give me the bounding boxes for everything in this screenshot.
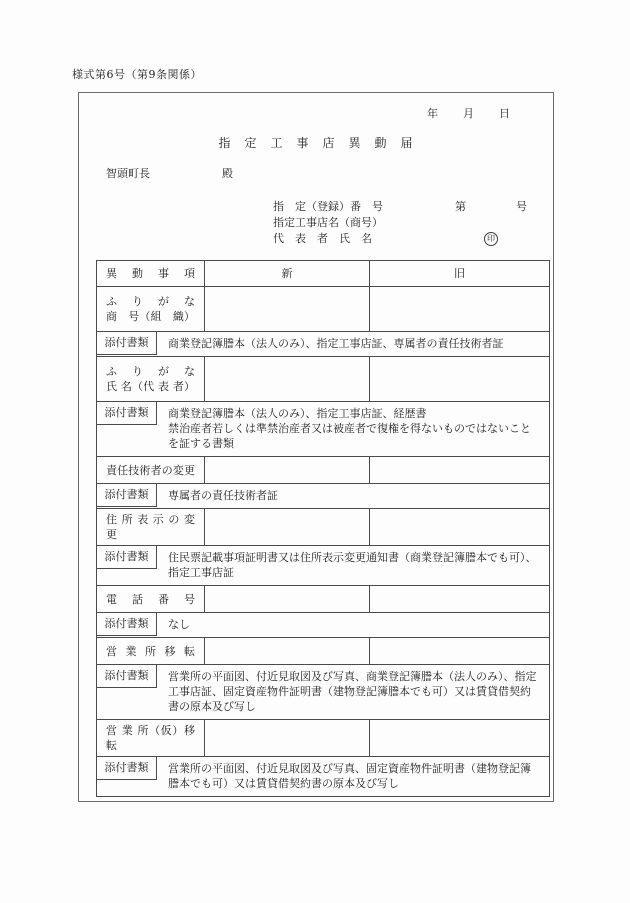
row-label: 責任技術者の変更: [97, 457, 205, 484]
new-value-cell: [205, 287, 370, 332]
representative-line: [273, 231, 535, 247]
addressee-row: [79, 166, 553, 181]
attachment-label: 添付書類: [97, 613, 157, 636]
registration-number-line: [273, 199, 535, 215]
table-header-row: [97, 261, 550, 287]
row-label: 電 話 番 号: [97, 586, 205, 613]
table-row-shop-name: [97, 287, 550, 332]
attachment-text: 営業所の平面図、付近見取図及び写真、商業登記簿謄本（法人のみ）、指定工事店証、固定資産物件証明書（建物登記簿謄本でも可）又は賃貸借契約書の原本及び写し: [168, 670, 537, 713]
form-outer-box: [78, 92, 554, 802]
old-value-cell: [370, 509, 550, 546]
form-number-label: 様式第6号（第9条関係）: [72, 68, 202, 81]
attachment-row: [97, 757, 550, 797]
attachment-cell: [97, 484, 550, 509]
new-value-cell: [205, 638, 370, 665]
column-header-item: 異 動 事 項: [97, 261, 205, 287]
registration-number-suffix: 号: [516, 200, 527, 213]
row-label: 営 業 所 移 転: [97, 638, 205, 665]
attachment-cell: [97, 332, 550, 357]
old-value-cell: [370, 720, 550, 757]
attachment-label: 添付書類: [97, 484, 157, 507]
column-header-new: 新: [205, 261, 370, 287]
new-value-cell: [205, 457, 370, 484]
shop-name-label: 指定工事店名（商号）: [273, 216, 383, 229]
attachment-row: [97, 332, 550, 357]
page-title: 指 定 工 事 店 異 動 届: [218, 136, 414, 150]
attachment-label: 添付書類: [97, 546, 157, 569]
addressee-name: 智頭町長: [106, 167, 150, 180]
attachment-cell: [97, 757, 550, 797]
table-row-phone-number: [97, 586, 550, 613]
seal-icon: 印: [484, 232, 498, 246]
attachment-cell: [97, 546, 550, 586]
new-value-cell: [205, 509, 370, 546]
old-value-cell: [370, 357, 550, 402]
row-label: 住 所 表 示 の 変 更: [97, 509, 205, 546]
old-value-cell: [370, 586, 550, 613]
addressee-honorific: 殿: [222, 167, 233, 180]
representative-name-label: 代 表 者 氏 名: [273, 232, 372, 245]
row-label: ふ り が な 商 号（組 織）: [97, 287, 205, 332]
attachment-text: 商業登記簿謄本（法人のみ）、指定工事店証、経歴書 禁治産者若しくは準禁治産者又は被産者で復権を得ないものではないことを証する書類: [168, 407, 531, 450]
old-value-cell: [370, 287, 550, 332]
registration-number-label: 指 定（登録）番 号: [273, 200, 383, 213]
column-header-old: 旧: [370, 261, 550, 287]
attachment-cell: [97, 402, 550, 457]
attachment-text: 専属者の責任技術者証: [168, 489, 278, 502]
attachment-cell: [97, 665, 550, 720]
date-line: 年 月 日: [427, 107, 511, 120]
attachment-label: 添付書類: [97, 402, 157, 425]
attachment-label: 添付書類: [97, 757, 157, 780]
new-value-cell: [205, 720, 370, 757]
registration-block: [273, 199, 535, 247]
new-value-cell: [205, 357, 370, 402]
row-label: 営 業 所（仮）移 転: [97, 720, 205, 757]
registration-number-prefix: 第: [455, 200, 466, 213]
attachment-row: [97, 613, 550, 638]
attachment-row: [97, 402, 550, 457]
old-value-cell: [370, 457, 550, 484]
attachment-text: なし: [168, 618, 190, 631]
attachment-text: 住民票記載事項証明書又は住所表示変更通知書（商業登記簿謄本でも可）、指定工事店証: [168, 551, 537, 579]
attachment-row: [97, 546, 550, 586]
attachment-row: [97, 665, 550, 720]
attachment-label: 添付書類: [97, 332, 157, 355]
table-row-office-temporary-relocation: [97, 720, 550, 757]
attachment-cell: [97, 613, 550, 638]
old-value-cell: [370, 638, 550, 665]
change-items-table: [96, 260, 550, 797]
attachment-text: 商業登記簿謄本（法人のみ）、指定工事店証、専属者の責任技術者証: [168, 337, 504, 350]
attachment-label: 添付書類: [97, 665, 157, 688]
attachment-row: [97, 484, 550, 509]
table-row-address-change: [97, 509, 550, 546]
table-row-engineer-change: [97, 457, 550, 484]
attachment-text: 営業所の平面図、付近見取図及び写真、固定資産物件証明書（建物登記簿謄本でも可）又は賃貸借契約書の原本及び写し: [168, 762, 531, 790]
table-row-representative-name: [97, 357, 550, 402]
table-row-office-relocation: [97, 638, 550, 665]
row-label: ふ り が な 氏 名（代 表 者）: [97, 357, 205, 402]
new-value-cell: [205, 586, 370, 613]
